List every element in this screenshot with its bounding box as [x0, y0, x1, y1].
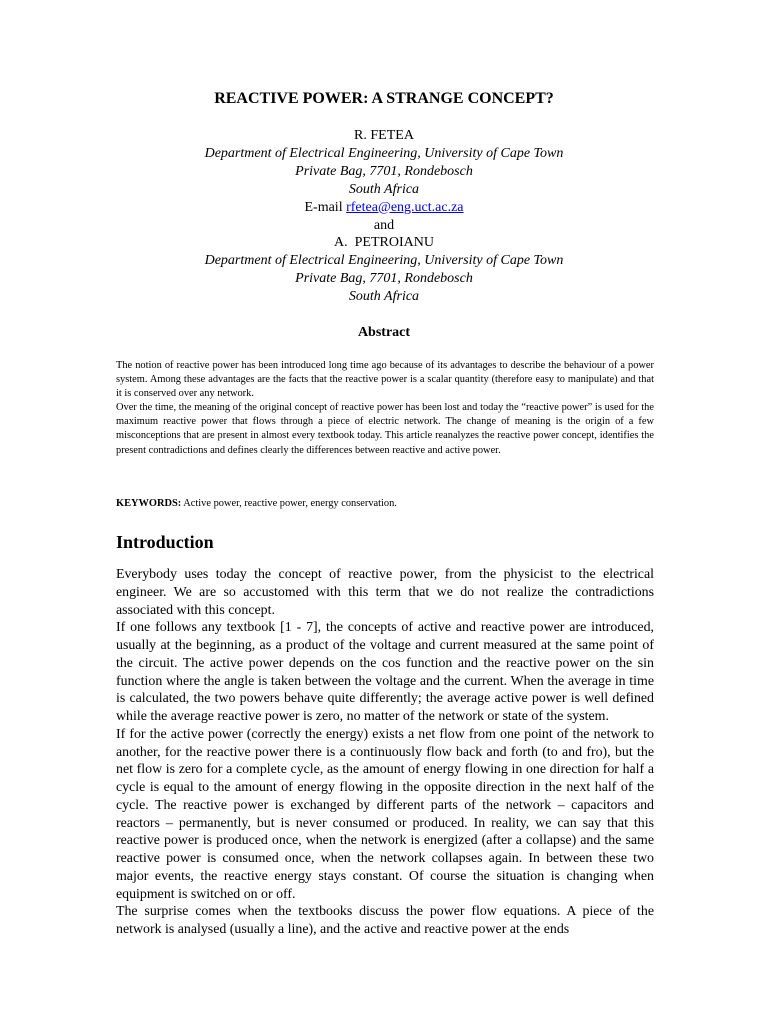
email-link[interactable]: rfetea@eng.uct.ac.za: [346, 199, 464, 215]
body-paragraph: If one follows any textbook [1 - 7], the concepts of active and reactive power are introduced, usually at the beginning, as a product of the voltage and current measured at the same point of the circuit. The active power depends on the cos function and the reactive power on the sin function where the angle is taken between the voltage and the current. When the average in time is calculated, the two powers behave quite differently; the average active power is well defined while the average reactive power is zero, no matter of the network or state of the system.: [116, 620, 654, 724]
abstract-heading: Abstract: [357, 325, 411, 340]
author-address: Private Bag, 7701, Rondebosch: [295, 163, 473, 179]
abstract-paragraph: The notion of reactive power has been introduced long time ago because of its advantages to describe the behaviour of a power system. Among these advantages are the facts that the reactive power is a scalar quantity (therefore easy to manipulate) and that it is conserved over any network.: [116, 360, 654, 400]
introduction-body: [116, 566, 654, 939]
body-paragraph: Everybody uses today the concept of reactive power, from the physicist to the electrical engineer. We are so accustomed with this term that we do not realize the contradictions associated with this concept.: [116, 567, 654, 618]
keywords-text: Active power, reactive power, energy conservation.: [181, 498, 397, 509]
section-heading-introduction: Introduction: [116, 532, 214, 552]
author-name: A. PETROIANU: [334, 235, 434, 251]
keywords: [116, 497, 654, 511]
email-label: E-mail: [304, 199, 343, 215]
paper-title: REACTIVE POWER: A STRANGE CONCEPT?: [214, 90, 554, 107]
abstract-paragraph: Over the time, the meaning of the original concept of reactive power has been lost and today the “reactive power” is used for the maximum reactive power that flows through a piece of electric network. The change of meaning is the origin of a few misconceptions that are present in almost every textbook today. This article reanalyzes the reactive power concept, identifies the present contradictions and defines clearly the differences between reactive and active power.: [116, 402, 654, 456]
author-block: [0, 127, 768, 306]
body-paragraph: The surprise comes when the textbooks discuss the power flow equations. A piece of the network is analysed (usually a line), and the active and reactive power at the ends: [116, 904, 654, 937]
author-affiliation: Department of Electrical Engineering, University of Cape Town: [204, 253, 564, 269]
body-paragraph: If for the active power (correctly the energy) exists a net flow from one point of the network to another, for the reactive power there is a continuously flow back and forth (to and fro), but the net flow is zero for a complete cycle, as the amount of energy flowing in one direction for half a cycle is equal to the amount of energy flowing in the opposite direction in the next half of the cycle. The reactive power is exchanged by different parts of the network – capacitors and reactors – permanently, but is never consumed or produced. In reality, we can say that this reactive power is produced once, when the network is energized (after a collapse) and the same reactive power is consumed once, when the network collapses again. In between these two major events, the reactive energy stays constant. Of course the situation is changing when equipment is switched on or off.: [116, 726, 654, 902]
author-country: South Africa: [348, 181, 420, 197]
author-address: Private Bag, 7701, Rondebosch: [295, 271, 473, 287]
author-country: South Africa: [348, 289, 420, 305]
author-affiliation: Department of Electrical Engineering, University of Cape Town: [204, 145, 564, 161]
author-email-line: [0, 199, 768, 217]
author-name: R. FETEA: [354, 128, 414, 143]
keywords-label: KEYWORDS:: [116, 498, 182, 509]
author-conjunction: and: [373, 217, 395, 233]
abstract-body: [116, 359, 654, 458]
